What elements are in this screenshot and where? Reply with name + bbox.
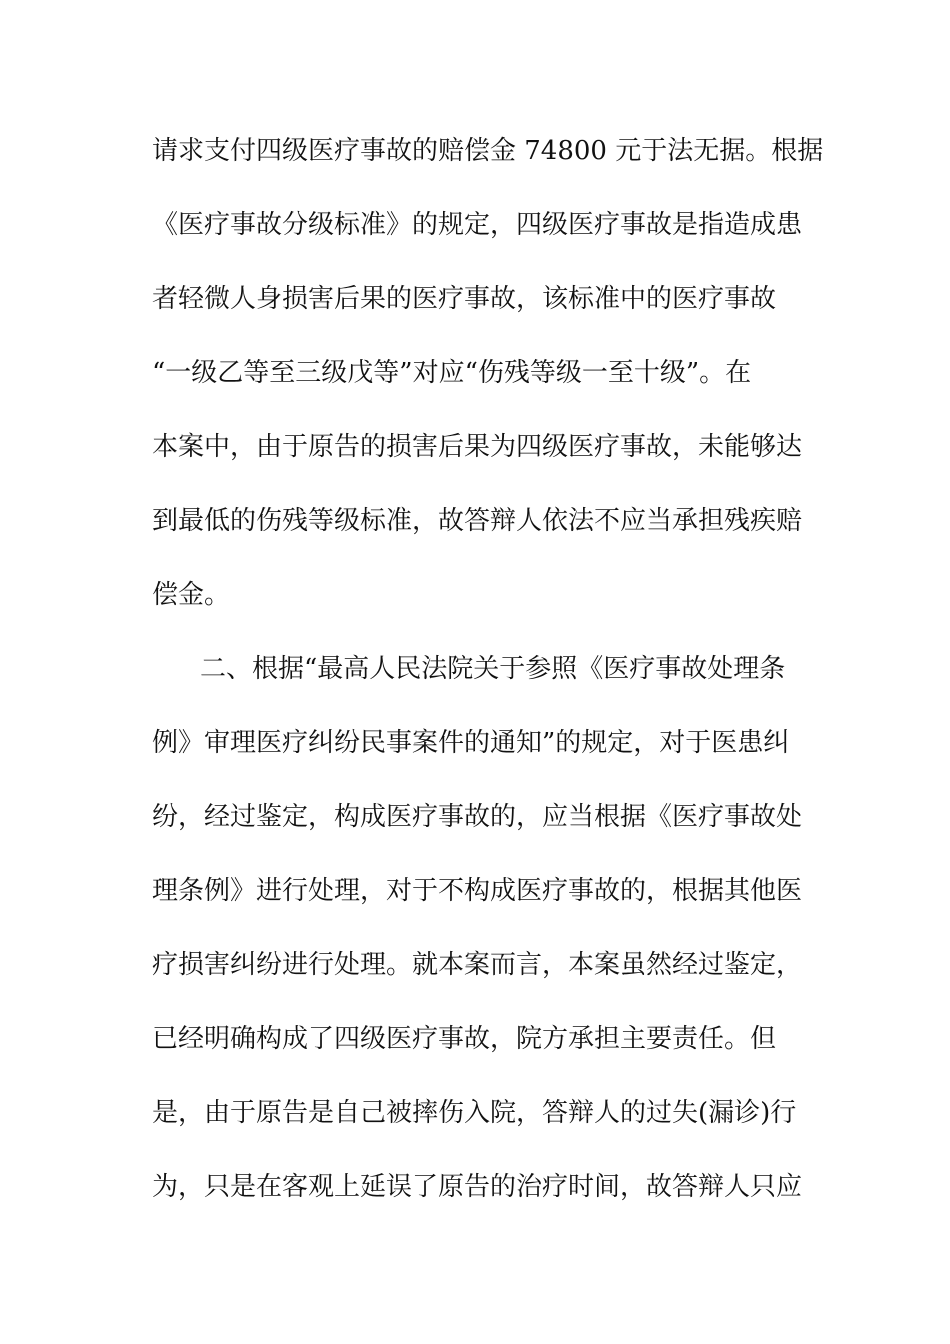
body-line: 为，只是在客观上延误了原告的治疗时间，故答辩人只应 [152, 1172, 803, 1202]
body-line: 例》审理医疗纠纷民事案件的通知”的规定，对于医患纠 [152, 728, 790, 758]
body-line: 《医疗事故分级标准》的规定，四级医疗事故是指造成患 [152, 210, 803, 240]
body-line: 已经明确构成了四级医疗事故，院方承担主要责任。但 [152, 1024, 777, 1054]
body-line: 是，由于原告是自己被摔伤入院，答辩人的过失(漏诊)行 [152, 1098, 797, 1128]
paragraph-start-line: 二、根据“最高人民法院关于参照《医疗事故处理条 [200, 654, 786, 684]
body-line: 纷，经过鉴定，构成医疗事故的，应当根据《医疗事故处 [152, 802, 803, 832]
body-line: 者轻微人身损害后果的医疗事故，该标准中的医疗事故 [152, 284, 777, 314]
body-line: 疗损害纠纷进行处理。就本案而言，本案虽然经过鉴定， [152, 950, 803, 980]
body-line: “一级乙等至三级戊等”对应“伤残等级一至十级”。在 [152, 358, 752, 388]
body-line: 本案中，由于原告的损害后果为四级医疗事故，未能够达 [152, 432, 803, 462]
body-line: 理条例》进行处理，对于不构成医疗事故的，根据其他医 [152, 876, 803, 906]
body-line: 偿金。 [152, 580, 231, 610]
body-line: 到最低的伤残等级标准，故答辩人依法不应当承担残疾赔 [152, 506, 803, 536]
body-line: 请求支付四级医疗事故的赔偿金 74800 元于法无据。根据 [152, 136, 824, 166]
